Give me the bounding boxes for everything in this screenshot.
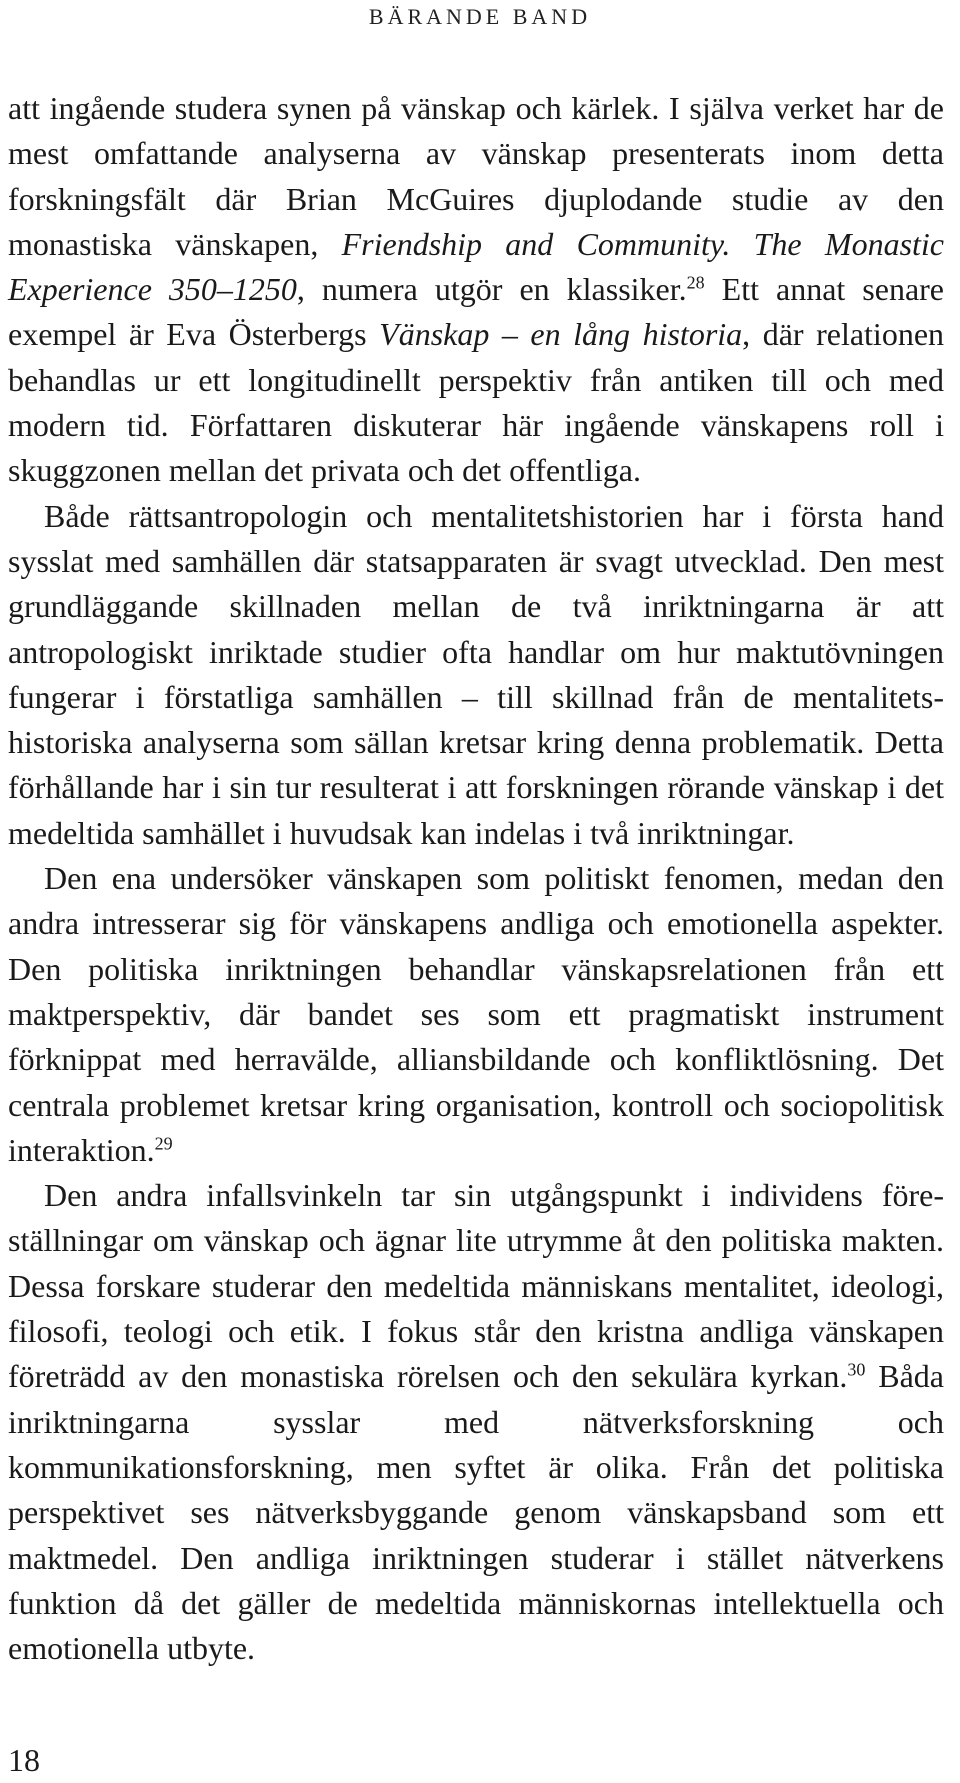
paragraph-4 [8, 1173, 944, 1671]
text-run: att ingående studera synen på vänskap och kärlek. I själva verket har de mest omfattande analyserna av vänskap presenterats inom detta forskningsfält där Brian McGuires djuplodande studie av den monastiska vänskapen, [8, 90, 944, 262]
text-run: Den ena undersöker vänskapen som politiskt fenomen, medan den andra intresserar sig för vänskapens andliga och emotionella aspekter. Den politiska inriktningen behandlar vänskapsrelationen från ett maktperspektiv, där bandet ses som ett pragmatiskt instrument förknippat med herravälde, alliansbildande och konfliktlösning. Det centrala problemet kretsar kring organisation, kontroll och sociopolitisk interaktion. [8, 860, 944, 1168]
text-run: Den andra infallsvinkeln tar sin utgångspunkt i individens föreställningar om vänskap och ägnar lite utrymme åt den politiska makten. Dessa forskare studerar den medeltida människans mentalitet, ideologi, filosofi, teologi och etik. I fokus står den kristna andliga vänskapen företrädd av den monastiska rörelsen och den sekulära kyrkan. [8, 1177, 944, 1395]
text-run: , där relationen behandlas ur ett longitudinellt perspektiv från antiken till och med modern tid. Författaren diskuterar här ingående vänskapens roll i skuggzonen mellan det privata och det offentliga. [8, 316, 945, 489]
text-run: , numera utgör en klassiker. [296, 271, 687, 308]
italic-title: Vänskap – en lång historia [379, 316, 743, 353]
running-head: BÄRANDE BAND [368, 4, 592, 29]
footnote-marker: 30 [847, 1359, 866, 1380]
page-number: 18 [8, 1742, 40, 1778]
paragraph-2 [8, 494, 944, 856]
paragraph-3 [8, 856, 944, 1173]
paragraph-1 [8, 86, 944, 494]
text-run: Båda inriktningarna sysslar med nätverksforskning och kommunikationsforskning, men syftet är olika. Från det politiska perspektivet ses nätverksbyggande genom vänskapsband som ett maktmedel. Den andliga inriktningen studerar i stället nätverkens funktion då det gäller de medeltida människornas intellektuella och emotionella utbyte. [8, 1358, 945, 1667]
footnote-marker: 28 [686, 272, 705, 293]
italic-title: Friendship and Community. The Monastic Experience 350–1250 [8, 225, 944, 308]
body-text [8, 86, 944, 1671]
text-run: Både rättsantropologin och mentalitetshistorien har i första hand sysslat med samhällen där statsapparaten är svagt utvecklad. Den mest grundläggande skillnaden mellan de två inriktningarna är att antropologiskt inriktade studier ofta handlar om hur maktutövningen fungerar i förstatliga samhällen – till skillnad från de mentalitetshistoriska analyserna som sällan kretsar kring denna problematik. Detta förhållande har i sin tur resulterat i att forskningen rörande vänskap i det medeltida samhället i huvudsak kan indelas i två inriktningar. [8, 497, 944, 851]
text-run: Ett annat senare exempel är Eva Österbergs [8, 271, 945, 353]
footnote-marker: 29 [154, 1133, 173, 1154]
